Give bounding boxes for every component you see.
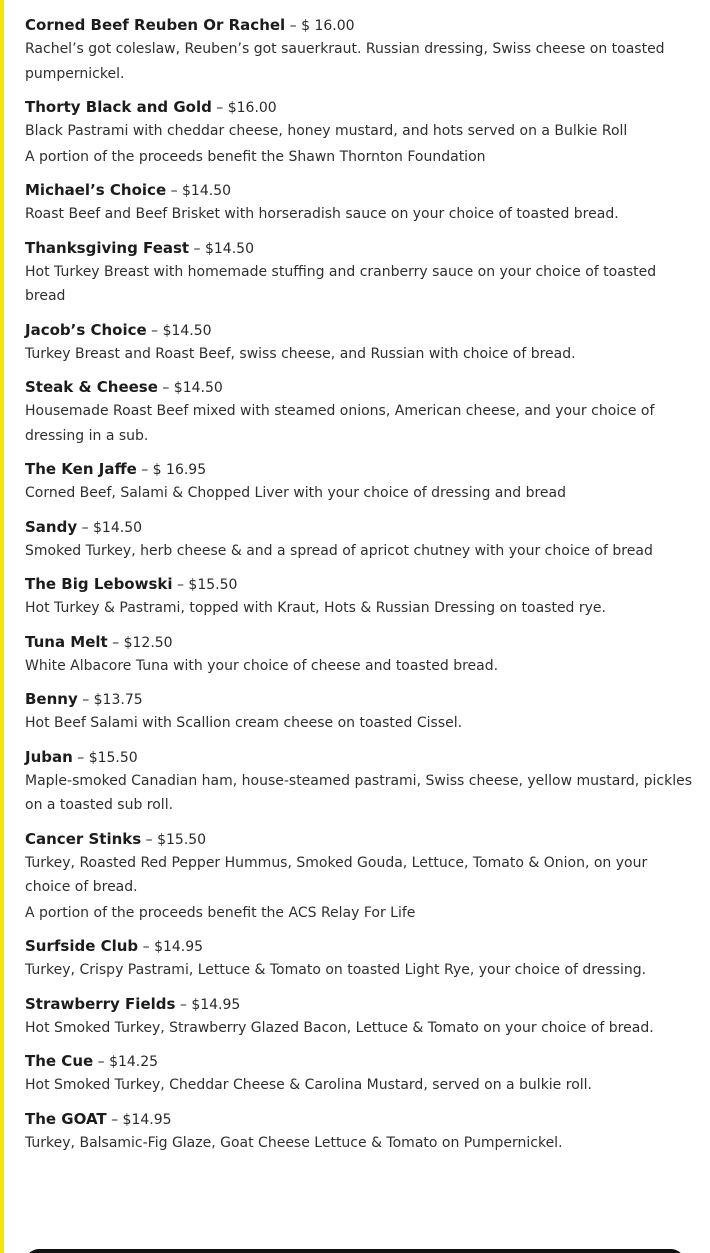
menu-item-heading (25, 1108, 693, 1130)
menu-item-price: – $14.50 (189, 240, 254, 257)
menu-item-price: – $12.50 (107, 634, 173, 651)
menu-item-heading (25, 179, 693, 201)
menu-item (25, 1108, 693, 1156)
menu-item (25, 688, 693, 736)
menu-item-heading (25, 828, 693, 850)
menu-item-description: A portion of the proceeds benefit the Shawn Thornton Foundation (25, 148, 486, 165)
menu-item-name: Surfside Club (25, 937, 139, 955)
menu-item-price: – $14.50 (166, 183, 232, 199)
menu-item-description: White Albacore Tuna with your choice of cheese and toasted bread. (25, 657, 499, 674)
menu-item-name: Tuna Melt (25, 632, 108, 651)
menu-item-price: – $14.95 (138, 939, 204, 955)
menu-item-description: Hot Beef Salami with Scallion cream cheese on toasted Cissel. (25, 715, 463, 731)
menu-item-description: Turkey, Roasted Red Pepper Hummus, Smoked Gouda, Lettuce, Tomato & Onion, on your choice of bread. (25, 854, 648, 895)
menu-item (25, 376, 693, 448)
menu-item-heading (25, 746, 693, 768)
menu-item-description: Rachel’s got coleslaw, Reuben’s got sauerkraut. Russian dressing, Swiss cheese on toasted pumpernickel. (25, 41, 665, 82)
menu-item-description: Hot Smoked Turkey, Strawberry Glazed Bacon, Lettuce & Tomato on your choice of bread. (25, 1019, 654, 1036)
menu-item-price: – $14.50 (77, 519, 143, 536)
menu-item-name: The Big Lebowski (25, 575, 173, 593)
menu-item-name: Juban (25, 747, 73, 766)
bottom-action-button[interactable] (25, 1249, 685, 1253)
menu-item-name: Jacob’s Choice (25, 320, 147, 339)
menu-item (25, 573, 693, 621)
menu-item-name: Steak & Cheese (25, 378, 158, 396)
menu-item (25, 458, 693, 506)
menu-item-description: Hot Turkey & Pastrami, topped with Kraut, Hots & Russian Dressing on toasted rye. (25, 600, 606, 616)
menu-item-price: – $15.50 (141, 831, 207, 848)
menu-item-heading (25, 935, 693, 957)
menu-item (25, 631, 693, 679)
menu-item-description: Corned Beef, Salami & Chopped Liver with your choice of dressing and bread (25, 485, 566, 501)
menu-item (25, 179, 693, 227)
menu-item-price: – $13.75 (77, 692, 143, 708)
menu-item-name: Sandy (25, 517, 78, 536)
menu-item-name: The GOAT (25, 1109, 107, 1128)
menu-item (25, 516, 693, 564)
sandwich-menu-list (25, 14, 693, 1165)
menu-item-heading (25, 319, 693, 341)
menu-item-name: The Cue (25, 1052, 94, 1070)
menu-item-price: – $ 16.95 (136, 462, 207, 478)
menu-item-description: Housemade Roast Beef mixed with steamed onions, American cheese, and your choice of dressing in a sub. (25, 403, 655, 444)
menu-item-heading (25, 376, 693, 398)
menu-item-heading (25, 1050, 693, 1072)
menu-item-price: – $15.50 (172, 577, 238, 593)
menu-item-heading (25, 573, 693, 595)
menu-item-description: Hot Turkey Breast with homemade stuffing and cranberry sauce on your choice of toasted bread (25, 263, 657, 304)
menu-item (25, 935, 693, 983)
menu-item-heading (25, 96, 693, 118)
menu-item (25, 993, 693, 1041)
menu-item (25, 237, 693, 309)
menu-item (25, 1050, 693, 1098)
menu-item-price: – $14.95 (106, 1111, 172, 1128)
menu-item-description: Hot Smoked Turkey, Cheddar Cheese & Carolina Mustard, served on a bulkie roll. (25, 1077, 592, 1093)
menu-item (25, 14, 693, 86)
menu-item-price: – $16.00 (211, 100, 277, 116)
menu-item-name: Strawberry Fields (25, 994, 176, 1013)
menu-item-price: – $14.95 (175, 996, 241, 1013)
menu-item (25, 828, 693, 926)
menu-item-heading (25, 631, 693, 653)
menu-item-price: – $15.50 (72, 749, 138, 766)
menu-item (25, 96, 693, 169)
menu-item-heading (25, 688, 693, 710)
menu-item-name: Corned Beef Reuben Or Rachel (25, 16, 286, 34)
menu-item-description: A portion of the proceeds benefit the ACS Relay For Life (25, 904, 416, 921)
menu-item-description: Turkey, Crispy Pastrami, Lettuce & Tomato on toasted Light Rye, your choice of dressing. (25, 962, 647, 978)
menu-item-heading (25, 516, 693, 538)
menu-item (25, 319, 693, 367)
menu-item-name: Thanksgiving Feast (25, 238, 190, 257)
menu-item-name: Cancer Stinks (25, 829, 142, 848)
menu-item-price: – $ 16.00 (285, 18, 355, 34)
menu-item-name: The Ken Jaffe (25, 460, 137, 478)
menu-item-description: Maple-smoked Canadian ham, house-steamed pastrami, Swiss cheese, yellow mustard, pickles on a toasted sub roll. (25, 772, 693, 813)
menu-item-price: – $14.50 (157, 380, 223, 396)
menu-item-heading (25, 993, 693, 1015)
menu-item-price: – $14.50 (146, 322, 212, 339)
accent-bar (0, 0, 4, 1253)
menu-item-description: Black Pastrami with cheddar cheese, honey mustard, and hots served on a Bulkie Roll (25, 123, 628, 139)
menu-item-name: Benny (25, 690, 78, 708)
menu-item-heading (25, 14, 693, 36)
menu-item-description: Roast Beef and Beef Brisket with horseradish sauce on your choice of toasted bread. (25, 206, 619, 222)
menu-item-name: Michael’s Choice (25, 181, 167, 199)
menu-item-description: Turkey, Balsamic-Fig Glaze, Goat Cheese Lettuce & Tomato on Pumpernickel. (25, 1134, 563, 1151)
menu-item-name: Thorty Black and Gold (25, 98, 212, 116)
menu-item-price: – $14.25 (93, 1054, 159, 1070)
menu-item-heading (25, 237, 693, 259)
menu-item-heading (25, 458, 693, 480)
menu-item (25, 746, 693, 818)
menu-item-description: Smoked Turkey, herb cheese & and a spread of apricot chutney with your choice of bread (25, 542, 653, 559)
menu-item-description: Turkey Breast and Roast Beef, swiss cheese, and Russian with choice of bread. (25, 345, 576, 362)
